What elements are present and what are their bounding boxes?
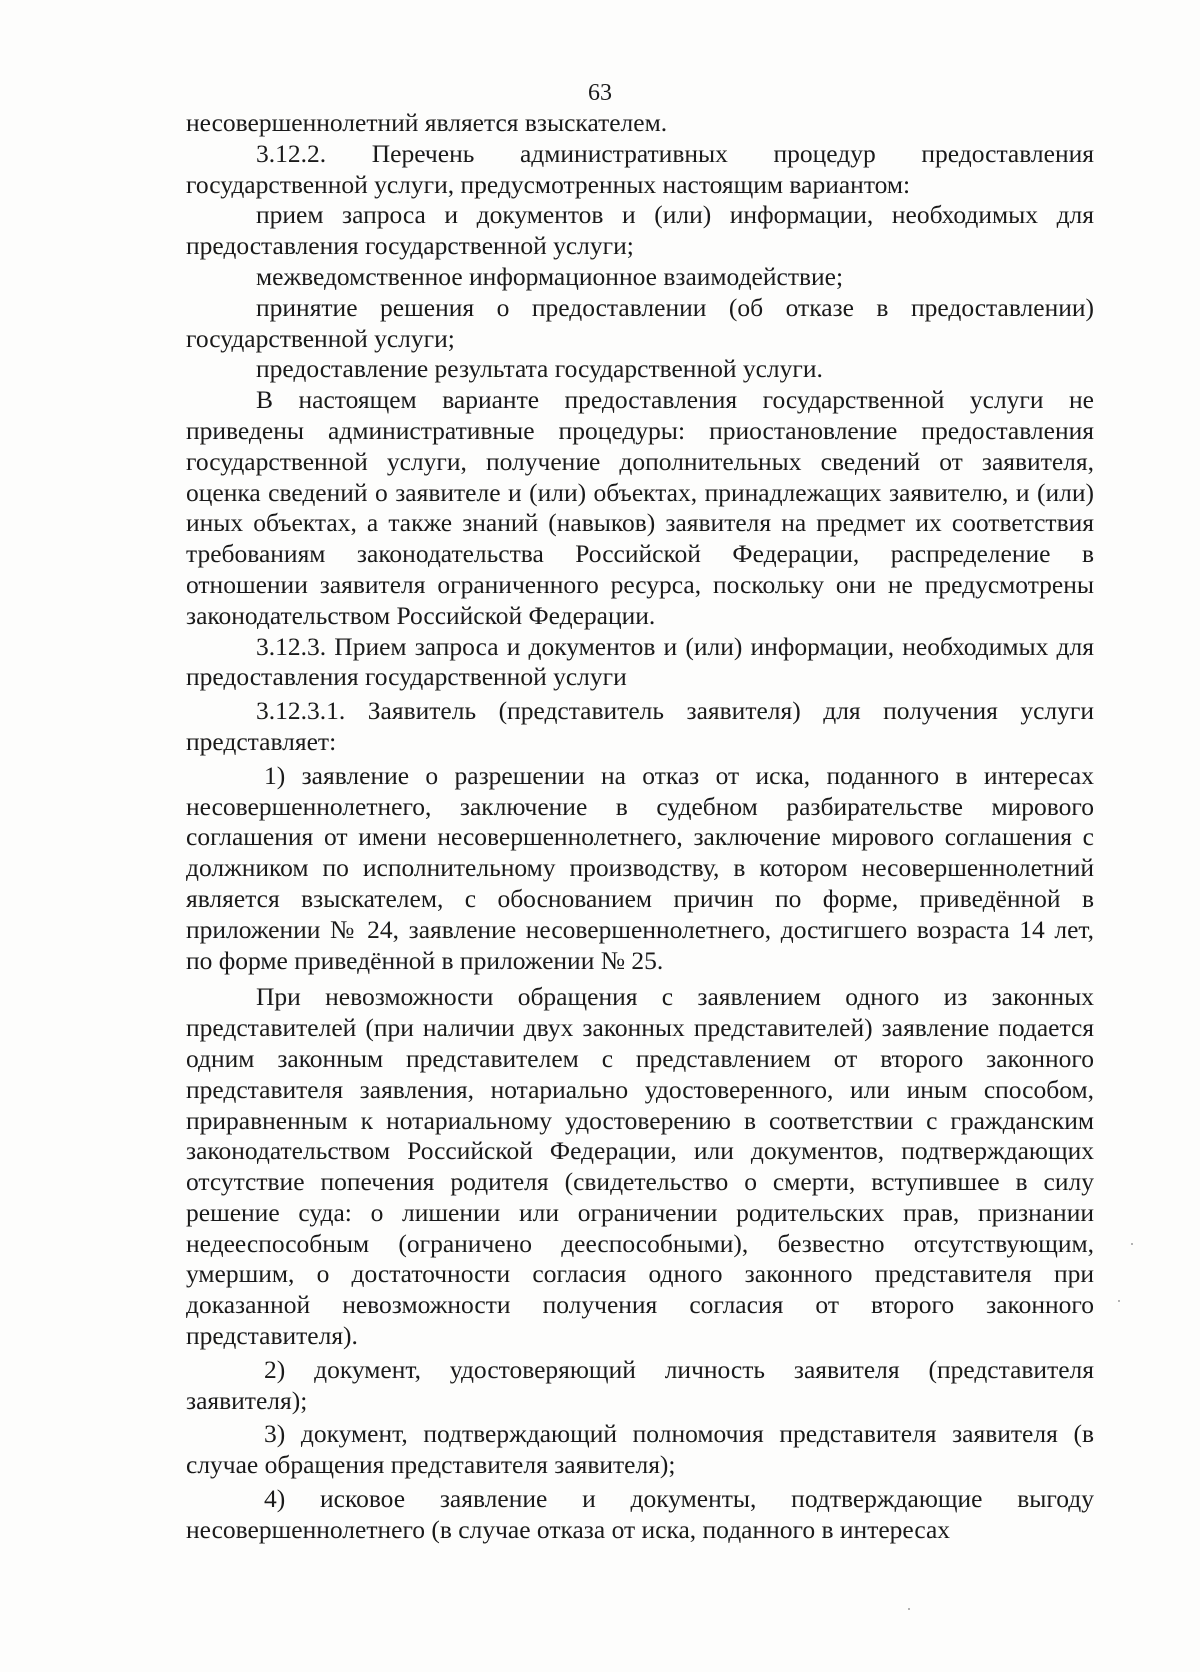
page-number: 63 (588, 80, 612, 106)
list-item-1-application: 1) заявление о разрешении на отказ от иска, поданного в интересах несовершеннолетнего, заключение в судебном разбирательстве мирового соглашения от имени несовершеннолетнего, заключение мирового соглашения с должником по исполнительному производству, в котором несовершеннолетний является взыскателем, с обоснованием причин по форме, приведённой в приложении № 24, заявление несовершеннолетнего, достигшего возраста 14 лет, по форме приведённой в приложении № 25. (186, 760, 1094, 975)
list-item-procedure-decision: принятие решения о предоставлении (об отказе в предоставлении) государственной услуги; (186, 292, 1094, 353)
list-item-procedure-result: предоставление результата государственной услуги. (256, 354, 823, 384)
paragraph-3-12-3-1: 3.12.3.1. Заявитель (представитель заявителя) для получения услуги представляет: (186, 696, 1094, 756)
paragraph-continuation: несовершеннолетний является взыскателем. (186, 108, 668, 137)
paragraph-single-representative: При невозможности обращения с заявлением одного из законных представителей (при наличии двух законных представителей) заявление подается одним законным представителем с представлением от второго законного представителя заявления, нотариально удостоверенного, или иным способом, приравненным к нотариальному удостоверению в соответствии с гражданским законодательством Российской Федерации, или документов, подтверждающих отсутствие попечения родителя (свидетельство о смерти, вступившее в силу решение суда: о лишении или ограничении родительских прав, признании недееспособным (ограничено дееспособными), безвестно отсутствующим, умершим, о достаточности согласия одного законного представителя при доказанной невозможности получения согласия от второго законного представителя). (186, 982, 1094, 1351)
scan-speck (908, 1608, 910, 1610)
list-item-3-authority-document: 3) документ, подтверждающий полномочия представителя заявителя (в случае обращения представителя заявителя); (186, 1419, 1094, 1480)
paragraph-3-12-3: 3.12.3. Прием запроса и документов и (или) информации, необходимых для предоставления государственной услуги (186, 631, 1094, 692)
document-body (186, 108, 1094, 1546)
scan-speck (1118, 1300, 1120, 1302)
scan-speck (1131, 1243, 1133, 1245)
list-item-procedure-interagency: межведомственное информационное взаимодействие; (256, 261, 844, 291)
paragraph-not-included-procedures: В настоящем варианте предоставления государственной услуги не приведены административные процедуры: приостановление предоставления государственной услуги, получение дополнительных сведений от заявителя, оценка сведений о заявителе и (или) объектах, принадлежащих заявителю, и (или) иных объектах, а также знаний (навыков) заявителя на предмет их соответствия требованиям законодательства Российской Федерации, распределение в отношении заявителя ограниченного ресурса, поскольку они не предусмотрены законодательством Российской Федерации. (186, 385, 1094, 630)
list-item-procedure-intake: прием запроса и документов и (или) информации, необходимых для предоставления государственной услуги; (186, 200, 1094, 261)
list-item-4-claim-statement: 4) исковое заявление и документы, подтверждающие выгоду несовершеннолетнего (в случае отказа от иска, поданного в интересах (186, 1484, 1094, 1544)
paragraph-3-12-2: 3.12.2. Перечень административных процедур предоставления государственной услуги, предусмотренных настоящим вариантом: (186, 138, 1094, 199)
list-item-2-identity-document: 2) документ, удостоверяющий личность заявителя (представителя заявителя); (186, 1354, 1094, 1415)
